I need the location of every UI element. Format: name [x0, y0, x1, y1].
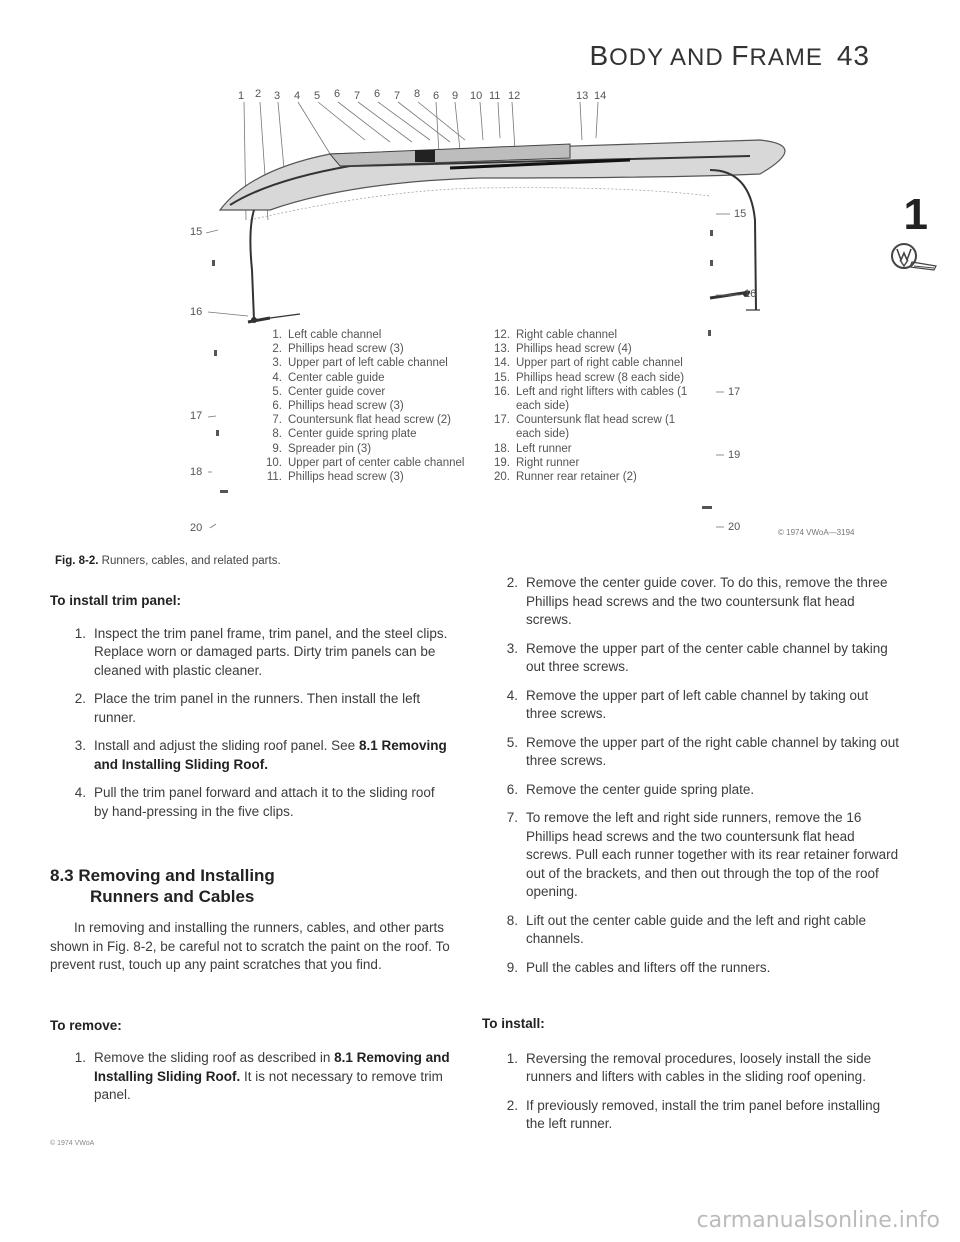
header-title-b: B: [589, 40, 610, 71]
figure-copyright: © 1974 VWoA—3194: [778, 528, 855, 537]
install-trim-heading: To install trim panel:: [50, 593, 182, 608]
callout-left-15: 15: [190, 226, 203, 238]
legend-left-item: 11. Phillips head screw (3): [266, 471, 404, 484]
legend-left-item: 9. Spreader pin (3): [272, 442, 372, 455]
callout-5: 5: [314, 90, 321, 102]
remove-step: 4. Remove the upper part of left cable channel by taking out three screws.: [506, 687, 869, 721]
section-title-line1: 8.3 Removing and Installing: [50, 866, 275, 885]
legend-right-item: 16. Left and right lifters with cables (1 each side): [494, 385, 688, 413]
legend-right-item: 20. Runner rear retainer (2): [494, 471, 637, 484]
right-column: [482, 574, 900, 1144]
remove-step: 5. Remove the upper part of the right cable channel by taking out three screws.: [506, 734, 899, 768]
figure-caption: [55, 555, 281, 567]
figure-runners-cables: [150, 70, 890, 550]
callout-7b: 7: [394, 90, 401, 102]
legend-right: [486, 328, 696, 484]
callout-8: 8: [414, 88, 421, 100]
install-trim-steps: [50, 625, 450, 822]
callout-13: 13: [576, 90, 589, 102]
header-title-body: ODY AND: [609, 44, 732, 71]
legend-left-item: 10. Upper part of center cable channel: [266, 456, 465, 469]
cross-reference-link: 8.1 Removing and Installing Sliding Roof.: [94, 738, 447, 772]
callout-10: 10: [470, 90, 483, 102]
legend-right-item: 17. Countersunk flat head screw (1 each side): [494, 414, 676, 441]
remove-steps: [482, 574, 900, 977]
footer-site-watermark: carmanualsonline.info: [696, 1208, 940, 1233]
callout-6b: 6: [374, 88, 381, 100]
callout-right-16: 16: [744, 288, 757, 300]
callout-1: 1: [238, 90, 245, 102]
footer-copyright: © 1974 VWoA: [50, 1140, 95, 1147]
header-title-f: F: [731, 40, 750, 71]
callout-left-18: 18: [190, 466, 203, 478]
callout-11: 11: [489, 90, 501, 102]
legend-left-item: 6. Phillips head screw (3): [272, 400, 404, 413]
legend-left-item: 4. Center cable guide: [272, 371, 385, 384]
callout-3: 3: [274, 90, 281, 102]
cross-reference-link: 8.1 Removing and Installing Sliding Roof.: [94, 1050, 450, 1084]
callout-14: 14: [594, 90, 607, 102]
header-title-frame: RAME: [749, 44, 823, 71]
legend-left-item: 1. Left cable channel: [272, 329, 382, 341]
legend-left: [258, 328, 478, 484]
callout-12: 12: [508, 90, 521, 102]
legend-right-item: 13. Phillips head screw (4): [494, 343, 632, 356]
callout-7a: 7: [354, 90, 361, 102]
callout-6c: 6: [433, 90, 440, 102]
legend-left-item: 5. Center guide cover: [272, 385, 386, 398]
left-column: [50, 592, 450, 1115]
legend-right-item: 12. Right cable channel: [494, 329, 618, 341]
callout-2: 2: [255, 88, 262, 100]
vw-logo-icon: [890, 240, 938, 281]
legend-right-item: 19. Right runner: [494, 456, 580, 469]
install-step: 1. Reversing the removal procedures, loosely install the side runners and lifters with cables in the sliding roof opening.: [506, 1050, 872, 1084]
callout-right-20: 20: [728, 521, 741, 533]
remove-step: 2. Remove the center guide cover. To do this, remove the three Phillips head screws and the two countersunk flat head screws.: [506, 575, 888, 627]
legend-right-item: 14. Upper part of right cable channel: [494, 357, 683, 370]
section-intro-paragraph: In removing and installing the runners, cables, and other parts shown in Fig. 8-2, be careful not to scratch the paint on the roof. To prevent rust, touch up any paint scratches that you find.: [50, 920, 450, 972]
legend-right-item: 18. Left runner: [494, 442, 572, 455]
remove-step: 8. Lift out the center cable guide and the left and right cable channels.: [506, 912, 866, 946]
caption-label: Fig. 8-2.: [55, 555, 99, 567]
callout-right-19: 19: [728, 449, 741, 461]
legend-left-item: 8. Center guide spring plate: [272, 428, 417, 441]
chapter-number: 1: [903, 190, 928, 239]
page-header: [589, 40, 870, 72]
callout-9: 9: [452, 90, 459, 102]
install-trim-step: 3. Install and adjust the sliding roof panel. See 8.1 Removing and Installing Sliding Roof.: [74, 738, 447, 772]
install-heading: To install:: [482, 1016, 545, 1031]
legend-left-item: 2. Phillips head screw (3): [272, 343, 404, 356]
install-trim-step: 4. Pull the trim panel forward and attach it to the sliding roof by hand-pressing in the five clips.: [74, 785, 435, 819]
section-title: [50, 865, 450, 907]
install-trim-step: 2. Place the trim panel in the runners. Then install the left runner.: [74, 691, 421, 725]
remove-step-1: 1. Remove the sliding roof as described in 8.1 Removing and Installing Sliding Roof. It is not necessary to remove trim panel.: [74, 1050, 450, 1102]
install-step: 2. If previously removed, install the trim panel before installing the left runner.: [506, 1097, 881, 1131]
remove-step: 7. To remove the left and right side runners, remove the 16 Phillips head screws and the two countersunk flat head screws. Pull each runner together with its rear retainer forward out of the brackets, and then out through the top of the roof opening.: [506, 810, 899, 899]
remove-heading: To remove:: [50, 1017, 122, 1033]
callout-left-20: 20: [190, 522, 203, 534]
remove-step: 9. Pull the cables and lifters off the runners.: [506, 959, 771, 975]
caption-text: Runners, cables, and related parts.: [101, 555, 281, 567]
callout-right-15: 15: [734, 208, 747, 220]
page-number: 43: [836, 40, 870, 71]
remove-step: 6. Remove the center guide spring plate.: [506, 781, 755, 797]
callout-left-17: 17: [190, 410, 203, 422]
callout-left-16: 16: [190, 306, 203, 318]
legend-left-item: 7. Countersunk flat head screw (2): [272, 414, 451, 427]
remove-step: 3. Remove the upper part of the center cable channel by taking out three screws.: [506, 640, 888, 674]
install-steps: [482, 1050, 900, 1134]
callout-6a: 6: [334, 88, 341, 100]
callout-4: 4: [294, 90, 301, 102]
section-title-line2: Runners and Cables: [90, 887, 255, 906]
legend-right-item: 15. Phillips head screw (8 each side): [494, 371, 685, 384]
install-trim-step: 1. Inspect the trim panel frame, trim panel, and the steel clips. Replace worn or damaged parts. Dirty trim panels can be cleaned with plastic cleaner.: [74, 625, 448, 678]
callout-right-17: 17: [728, 386, 741, 398]
legend-left-item: 3. Upper part of left cable channel: [272, 357, 448, 370]
